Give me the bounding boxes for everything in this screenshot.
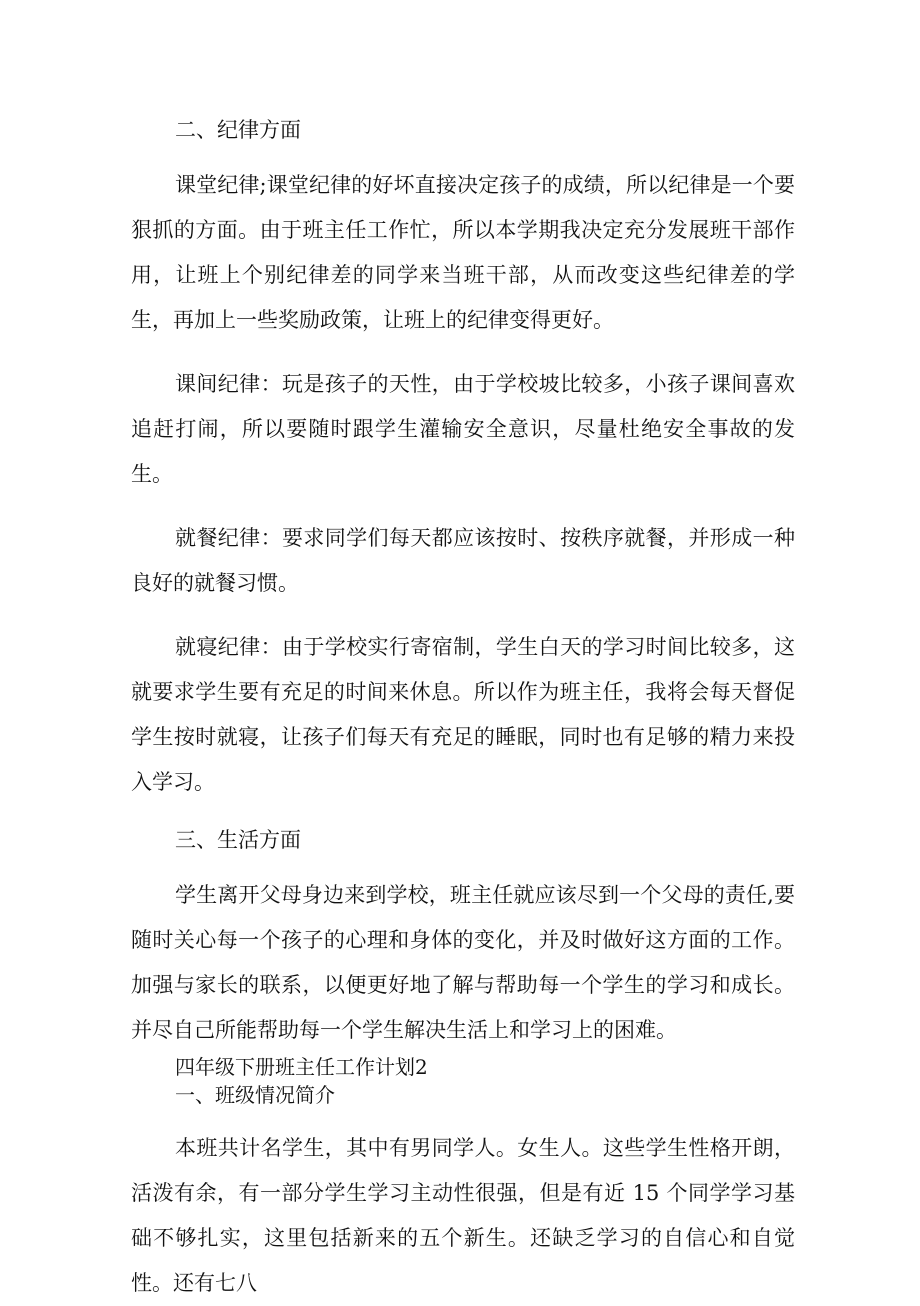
plan2-title: 四年级下册班主任工作计划2 xyxy=(175,1055,428,1079)
document-body xyxy=(131,114,795,1306)
paragraph-break-discipline: 课间纪律：玩是孩子的天性，由于学校坡比较多，小孩子课间喜欢追赶打闹，所以要随时跟学生灌输安全意识，尽量杜绝安全事故的发生。 xyxy=(131,372,795,486)
section-heading-life: 三、生活方面 xyxy=(175,828,301,852)
paragraph-class-intro: 本班共计名学生，其中有男同学人。女生人。这些学生性格开朗，活泼有余，有一部分学生学习主动性很强，但是有近 15 个同学学习基础不够扎实，这里包括新来的五个新生。还缺乏学习的自信心和自觉性。还有七八 xyxy=(131,1136,795,1295)
section-heading-discipline: 二、纪律方面 xyxy=(175,118,301,142)
paragraph-classroom-discipline: 课堂纪律;课堂纪律的好坏直接决定孩子的成绩，所以纪律是一个要狠抓的方面。由于班主任工作忙，所以本学期我决定充分发展班干部作用，让班上个别纪律差的同学来当班干部，从而改变这些纪律差的学生，再加上一些奖励政策，让班上的纪律变得更好。 xyxy=(131,173,795,332)
paragraph-sleep-discipline: 就寝纪律：由于学校实行寄宿制，学生白天的学习时间比较多，这就要求学生要有充足的时间来休息。所以作为班主任，我将会每天督促学生按时就寝，让孩子们每天有充足的睡眠，同时也有足够的精力来投入学习。 xyxy=(131,635,795,794)
paragraph-life: 学生离开父母身边来到学校，班主任就应该尽到一个父母的责任,要随时关心每一个孩子的心理和身体的变化，并及时做好这方面的工作。加强与家长的联系，以便更好地了解与帮助每一个学生的学习和成长。并尽自己所能帮助每一个学生解决生活上和学习上的困难。 xyxy=(131,883,795,1042)
paragraph-meal-discipline: 就餐纪律：要求同学们每天都应该按时、按秩序就餐，并形成一种良好的就餐习惯。 xyxy=(131,526,795,595)
section-heading-class-intro: 一、班级情况简介 xyxy=(175,1083,335,1107)
